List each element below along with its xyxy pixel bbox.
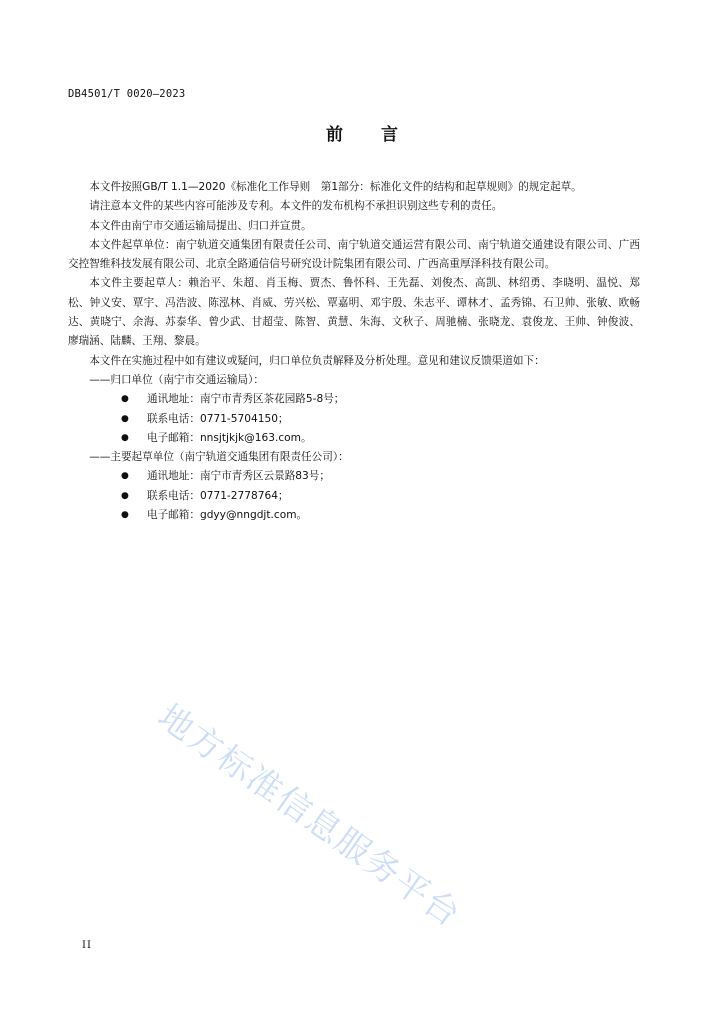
contact-group-heading: ——主要起草单位（南宁轨道交通集团有限责任公司）： — [89, 451, 349, 464]
contact-list — [68, 467, 640, 525]
list-item — [68, 390, 640, 409]
contact-address: 通讯地址：南宁市青秀区茶花园路5-8号； — [147, 393, 345, 406]
contact-email: 电子邮箱：gdyy@nngdjt.com。 — [147, 509, 308, 522]
title-char-1: 前 — [326, 125, 343, 145]
list-item — [68, 467, 640, 486]
bullet-icon: ● — [121, 432, 129, 443]
page-number: II — [82, 940, 92, 951]
contact-phone: 联系电话：0771-2778764； — [147, 489, 289, 502]
title-char-2: 言 — [381, 125, 398, 145]
contact-list — [68, 390, 640, 448]
list-item — [68, 487, 640, 506]
list-item — [68, 429, 640, 448]
paragraph-proposer: 本文件由南宁市交通运输局提出、归口并宣贯。 — [89, 219, 312, 232]
contact-group-heading: ——归口单位（南宁市交通运输局）： — [89, 373, 264, 386]
contact-address: 通讯地址：南宁市青秀区云景路83号； — [147, 470, 330, 483]
bullet-icon: ● — [121, 394, 129, 405]
watermark: 地方标准信息服务平台 — [150, 696, 469, 936]
list-item — [68, 410, 640, 429]
bullet-icon: ● — [121, 471, 129, 482]
contact-email: 电子邮箱：nnsjtjkjk@163.com。 — [147, 431, 312, 444]
paragraph-drafters: 本文件主要起草人：赖治平、朱超、肖玉梅、贾杰、鲁怀科、王先磊、刘俊杰、高凯、林绍勇、李晓明、温悦、郑松、钟义安、覃宇、冯浩波、陈泓林、肖威、劳兴松、覃嘉明、邓宇殷、朱志平、谭林才、孟秀锦、石卫帅、张敏、欧畅达、黄晓宁、余海、苏泰华、曾少武、甘超莹、陈智、黄慧、朱海、文秋子、周驰楠、张晓龙、袁俊龙、王帅、钟俊波、廖瑞涵、陆麟、王翔、黎晨。 — [68, 277, 640, 348]
contact-phone: 联系电话：0771-5704150； — [147, 412, 289, 425]
foreword-body — [68, 178, 640, 525]
page-title — [0, 120, 724, 145]
paragraph-drafting-units: 本文件起草单位：南宁轨道交通集团有限责任公司、南宁轨道交通运营有限公司、南宁轨道交通建设有限公司、广西交控智维科技发展有限公司、北京全路通信信号研究设计院集团有限公司、广西高重厚泽科技有限公司。 — [68, 238, 640, 271]
bullet-icon: ● — [121, 510, 129, 521]
standard-code: DB4501/T 0020—2023 — [68, 88, 186, 100]
paragraph-drafting-rules: 本文件按照GB/T 1.1—2020《标准化工作导则 第1部分：标准化文件的结构和起草规则》的规定起草。 — [89, 181, 582, 193]
bullet-icon: ● — [121, 413, 129, 424]
list-item — [68, 506, 640, 525]
bullet-icon: ● — [121, 490, 129, 501]
paragraph-feedback: 本文件在实施过程中如有建议或疑问，归口单位负责解释及分析处理。意见和建议反馈渠道如下： — [89, 354, 545, 367]
paragraph-patent-notice: 请注意本文件的某些内容可能涉及专利。本文件的发布机构不承担识别这些专利的责任。 — [89, 200, 503, 213]
